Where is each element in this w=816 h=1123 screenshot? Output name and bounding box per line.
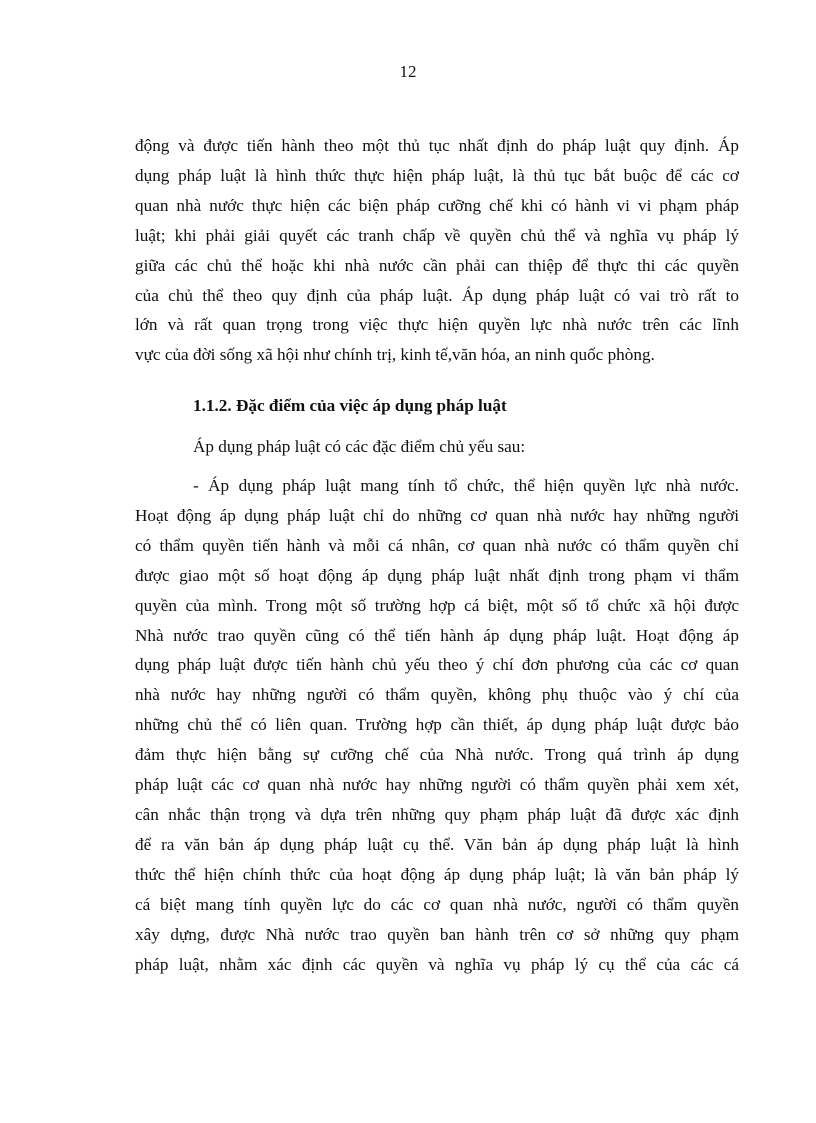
- text-line: đảm thực hiện bằng sự cưỡng chế của Nhà nước. Trong quá trình áp dụng: [135, 745, 739, 765]
- text-line: - Áp dụng pháp luật mang tính tổ chức, thể hiện quyền lực nhà nước.: [193, 476, 739, 495]
- text-line: quan nhà nước thực hiện các biện pháp cưỡng chế khi có hành vi vi phạm pháp: [135, 195, 739, 215]
- text-line: dụng pháp luật là hình thức thực hiện pháp luật, là thủ tục bắt buộc để các cơ: [135, 165, 739, 185]
- paragraph-continuation: [135, 131, 739, 370]
- text-line: nhà nước hay những người có thẩm quyền, không phụ thuộc vào ý chí của: [135, 685, 739, 705]
- text-line: có thẩm quyền tiến hành và mỗi cá nhân, cơ quan nhà nước có thẩm quyền chỉ: [135, 535, 739, 555]
- text-line: những chủ thể có liên quan. Trường hợp cần thiết, áp dụng pháp luật được bảo: [135, 715, 739, 735]
- text-line: cá biệt mang tính quyền lực do các cơ quan nhà nước, người có thẩm quyền: [135, 894, 739, 914]
- text-line: của chủ thể theo quy định của pháp luật. Áp dụng pháp luật có vai trò rất to: [135, 285, 739, 305]
- text-line: cân nhắc thận trọng và dựa trên những quy phạm pháp luật đã được xác định: [135, 804, 739, 824]
- text-line: lớn và rất quan trọng trong việc thực hiện quyền lực nhà nước trên các lĩnh: [135, 315, 739, 335]
- text-line: giữa các chủ thể hoặc khi nhà nước cần phải can thiệp để thực thi các quyền: [135, 255, 739, 275]
- text-line: quyền của mình. Trong một số trường hợp cá biệt, một số tổ chức xã hội được: [135, 595, 739, 615]
- text-line: pháp luật các cơ quan nhà nước hay những người có thẩm quyền phải xem xét,: [135, 775, 739, 795]
- text-line: xây dựng, được Nhà nước trao quyền ban hành trên cơ sở những quy phạm: [135, 924, 739, 944]
- page-number: 12: [399, 62, 417, 81]
- text-line: pháp luật, nhằm xác định các quyền và nghĩa vụ pháp lý cụ thể của các cá: [135, 954, 739, 974]
- section-heading: 1.1.2. Đặc điểm của việc áp dụng pháp luật: [193, 396, 507, 415]
- text-line: động và được tiến hành theo một thủ tục nhất định do pháp luật quy định. Áp: [135, 136, 739, 155]
- text-line: Nhà nước trao quyền cũng có thể tiến hành áp dụng pháp luật. Hoạt động áp: [135, 625, 739, 645]
- text-line: thức thể hiện chính thức của hoạt động áp dụng pháp luật; là văn bản pháp lý: [135, 864, 739, 884]
- text-line: được giao một số hoạt động áp dụng pháp luật nhất định trong phạm vi thẩm: [135, 565, 739, 585]
- paragraph-characteristics: [135, 471, 739, 979]
- text-line: vực của đời sống xã hội như chính trị, kinh tế,văn hóa, an ninh quốc phòng.: [135, 345, 655, 365]
- text-line: để ra văn bản áp dụng pháp luật cụ thể. Văn bản áp dụng pháp luật là hình: [135, 834, 739, 854]
- intro-sentence: Áp dụng pháp luật có các đặc điểm chủ yếu sau:: [193, 437, 526, 456]
- text-line: dụng pháp luật được tiến hành chủ yếu theo ý chí đơn phương của các cơ quan: [135, 655, 739, 675]
- text-line: Hoạt động áp dụng pháp luật chỉ do những cơ quan nhà nước hay những người: [135, 505, 739, 525]
- text-line: luật; khi phải giải quyết các tranh chấp về quyền chủ thể và nghĩa vụ pháp lý: [135, 225, 739, 245]
